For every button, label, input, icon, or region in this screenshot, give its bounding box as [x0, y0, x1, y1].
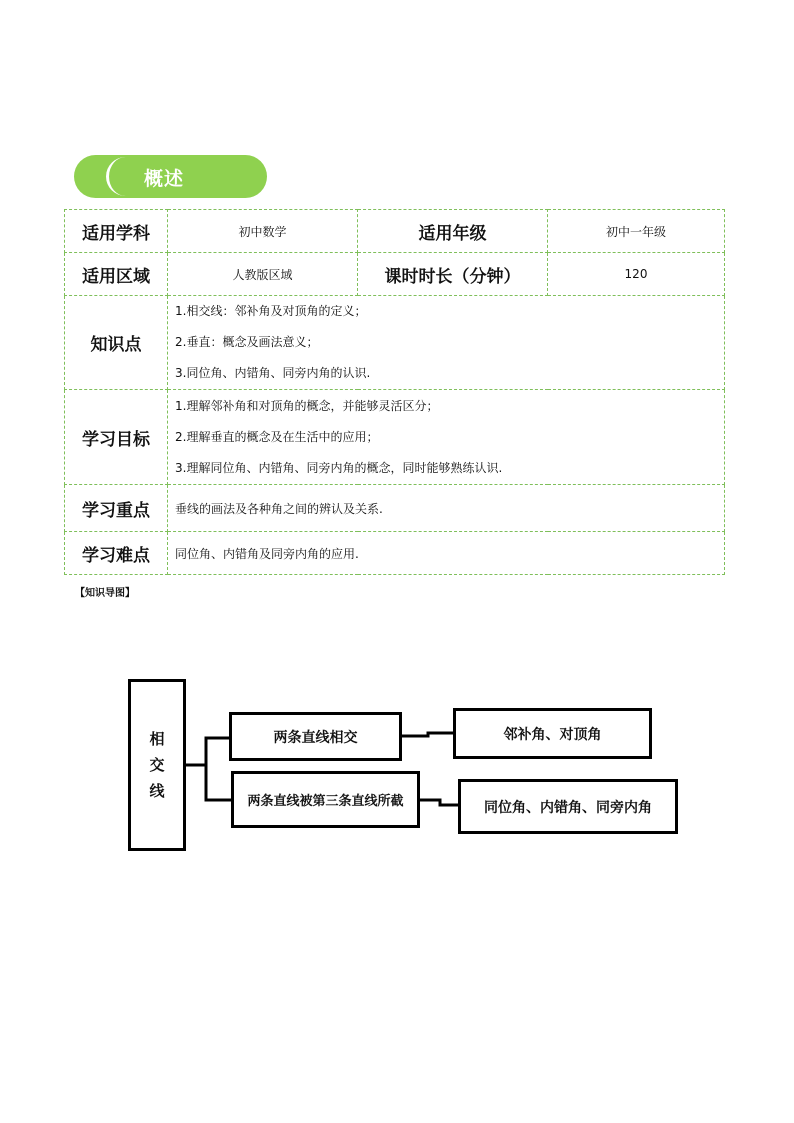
table-row — [65, 210, 725, 253]
knowledge-label: 知识点 — [65, 296, 168, 390]
table-row — [65, 296, 725, 390]
difficulty-content: 同位角、内错角及同旁内角的应用. — [168, 532, 725, 575]
connector-root-branch — [184, 765, 232, 800]
goals-line: 2.理解垂直的概念及在生活中的应用； — [175, 429, 379, 444]
goals-content — [168, 390, 725, 485]
leaf-label: 同位角、内错角、同旁内角 — [484, 799, 652, 816]
root-char: 交 — [149, 756, 165, 774]
goals-line: 1.理解邻补角和对顶角的概念，并能够灵活区分； — [175, 398, 439, 413]
goals-line: 3.理解同位角、内错角、同旁内角的概念，同时能够熟练认识. — [175, 460, 503, 475]
banner-title: 概述 — [144, 168, 185, 190]
region-label: 适用区域 — [65, 253, 168, 296]
subject-label: 适用学科 — [65, 210, 168, 253]
table-row — [65, 485, 725, 532]
root-char: 线 — [149, 782, 165, 800]
section-banner — [74, 155, 267, 198]
table-row — [65, 532, 725, 575]
grade-value: 初中一年级 — [548, 210, 725, 253]
mindmap-caption: 【知识导图】 — [75, 588, 135, 599]
duration-label: 课时时长（分钟） — [358, 253, 548, 296]
leaf-label: 邻补角、对顶角 — [503, 726, 602, 743]
difficulty-label: 学习难点 — [65, 532, 168, 575]
knowledge-line: 3.同位角、内错角、同旁内角的认识. — [175, 366, 371, 380]
branch-label: 两条直线被第三条直线所截 — [247, 794, 404, 809]
grade-label: 适用年级 — [358, 210, 548, 253]
connector-branch-leaf — [401, 733, 455, 736]
region-value: 人教版区域 — [168, 253, 358, 296]
connector-branch-leaf — [419, 800, 459, 805]
branch-label: 两条直线相交 — [273, 729, 358, 746]
knowledge-content — [168, 296, 725, 390]
duration-value: 120 — [548, 253, 725, 296]
knowledge-line: 1.相交线：邻补角及对顶角的定义； — [175, 304, 367, 318]
mindmap-leaf-node — [453, 708, 652, 759]
mindmap-leaf-node — [458, 779, 678, 834]
goals-label: 学习目标 — [65, 390, 168, 485]
mindmap-root-node — [128, 679, 186, 851]
course-info-table — [64, 209, 725, 575]
focus-label: 学习重点 — [65, 485, 168, 532]
mindmap-branch-node — [229, 712, 402, 761]
mindmap-branch-node — [231, 771, 420, 828]
connector-root-branch — [184, 738, 230, 765]
root-char: 相 — [149, 730, 165, 748]
table-row — [65, 390, 725, 485]
focus-content: 垂线的画法及各种角之间的辨认及关系. — [168, 485, 725, 532]
table-row — [65, 253, 725, 296]
subject-value: 初中数学 — [168, 210, 358, 253]
knowledge-line: 2.垂直：概念及画法意义； — [175, 335, 319, 349]
